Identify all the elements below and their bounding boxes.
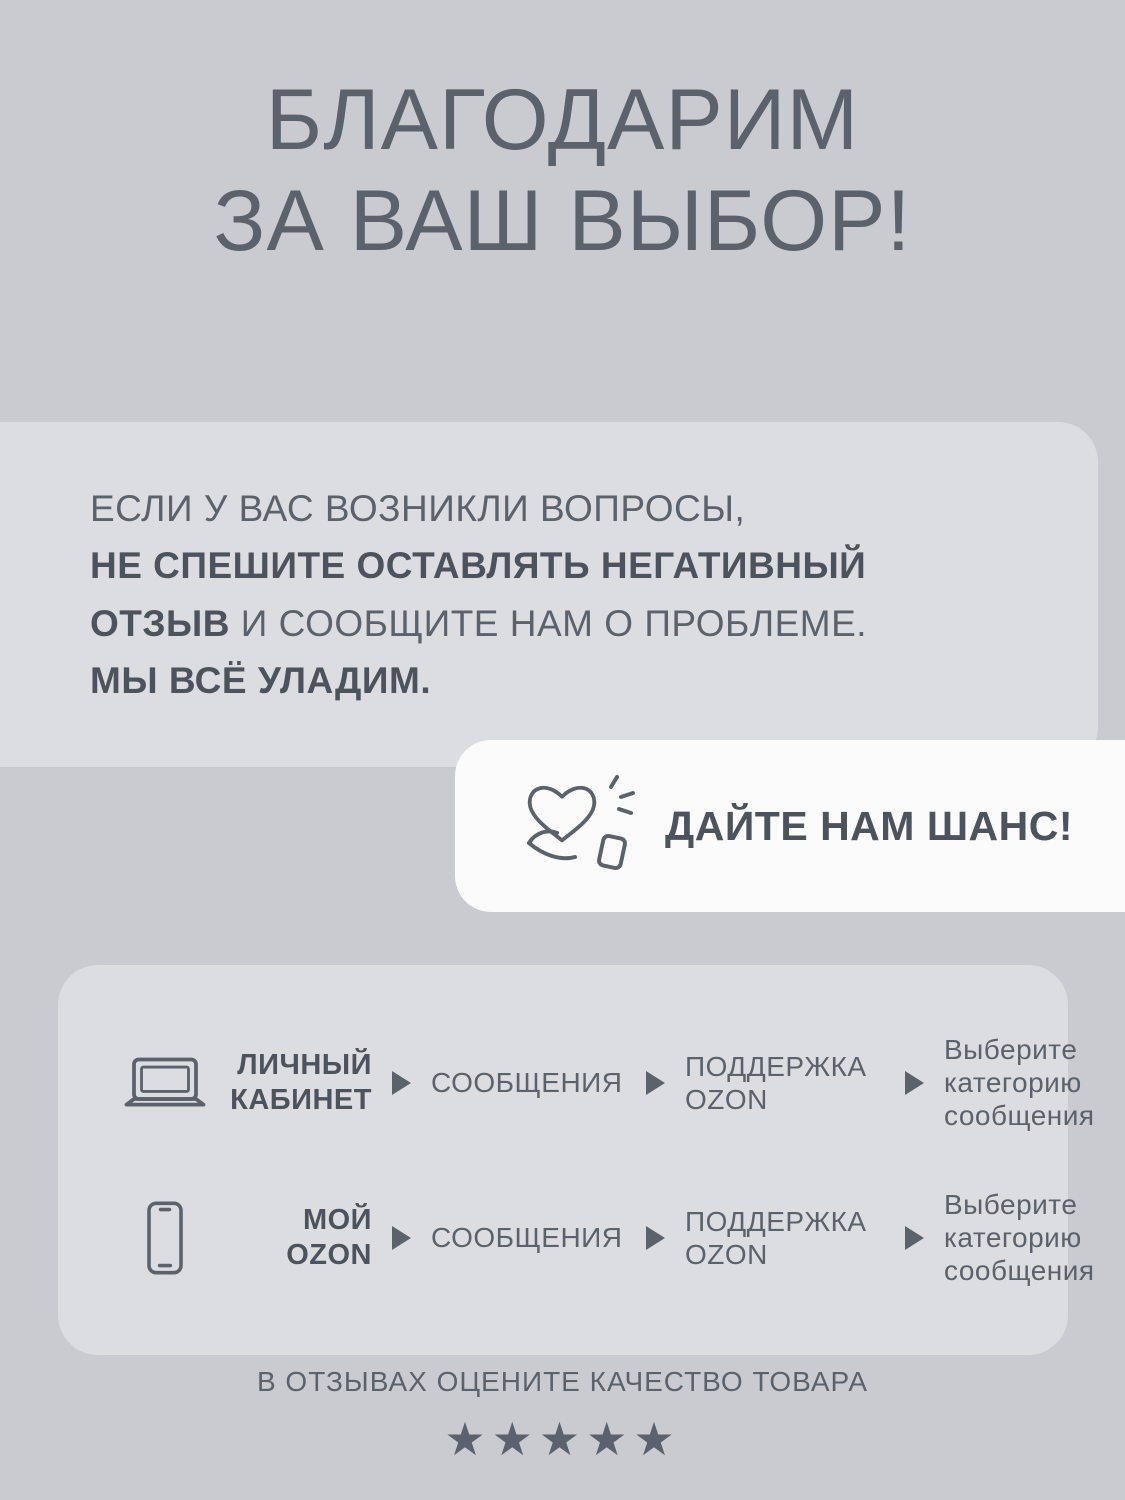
give-us-a-chance-label: ДАЙТЕ НАМ ШАНС! [665,802,1074,849]
notice-panel [0,422,1098,767]
notice-line-2-bold: НЕ СПЕШИТЕ ОСТАВЛЯТЬ НЕГАТИВНЫЙ [90,545,867,587]
rating-stars: ★★★★★ [444,1413,681,1465]
give-us-a-chance-badge [455,740,1125,912]
page-title-line-1: БЛАГОДАРИМ [265,72,860,168]
step-support-line-2: OZON [685,1238,768,1270]
step-label-messages: СООБЩЕНИЯ [431,1222,623,1254]
instruction-row-my-ozon [58,1160,1095,1315]
step-label-category [944,1188,1124,1287]
step-category-line-1: Выберите [944,1189,1078,1221]
step-category-line-2: категорию [944,1222,1082,1254]
step-label-category [944,1033,1124,1132]
instruction-row-personal-account [58,1005,1095,1160]
step-support-line-1: ПОДДЕРЖКА [685,1205,867,1237]
step-start-line-2: OZON [286,1238,372,1271]
step-category-line-3: сообщения [944,1100,1095,1132]
notice-line-2 [90,537,1018,594]
notice-line-1: ЕСЛИ У ВАС ВОЗНИКЛИ ВОПРОСЫ, [90,488,746,529]
step-label-support [685,1050,885,1116]
instructions-panel [58,965,1095,1355]
notice-line-4-bold: МЫ ВСЁ УЛАДИМ. [90,660,432,702]
arrow-icon-6 [905,1226,924,1250]
step-label-messages: СООБЩЕНИЯ [431,1067,623,1099]
page-header [0,0,1125,313]
step-support-line-2: OZON [685,1083,768,1115]
arrow-icon-5 [646,1226,665,1250]
notice-line-4 [90,652,1018,709]
heart-in-hand-icon [513,771,643,881]
step-start-line-2: КАБИНЕТ [230,1083,372,1116]
page-title-line-2: ЗА ВАШ ВЫБОР! [213,173,912,270]
step-start-label-my-ozon [220,1203,372,1273]
step-start-line-1: ЛИЧНЫЙ [237,1048,372,1081]
footer [0,1366,1125,1466]
step-category-line-3: сообщения [944,1255,1095,1287]
arrow-icon-1 [392,1071,411,1095]
notice-line-3-rest: И СООБЩИТЕ НАМ О ПРОБЛЕМЕ. [230,602,868,644]
arrow-icon-4 [392,1226,411,1250]
step-category-line-1: Выберите [944,1034,1078,1065]
laptop-icon [110,1052,220,1114]
smartphone-icon [110,1198,220,1278]
step-start-label-personal-account [220,1048,372,1118]
step-category-line-2: категорию [944,1067,1082,1099]
arrow-icon-3 [905,1071,924,1095]
step-support-line-1: ПОДДЕРЖКА [685,1050,867,1082]
footer-text: В ОТЗЫВАХ ОЦЕНИТЕ КАЧЕСТВО ТОВАРА [256,1366,869,1397]
notice-line-3-bold: ОТЗЫВ [90,602,231,644]
notice-line-3 [90,595,1018,652]
step-start-line-1: МОЙ [302,1203,372,1236]
step-label-support [685,1205,885,1271]
arrow-icon-2 [646,1071,665,1095]
